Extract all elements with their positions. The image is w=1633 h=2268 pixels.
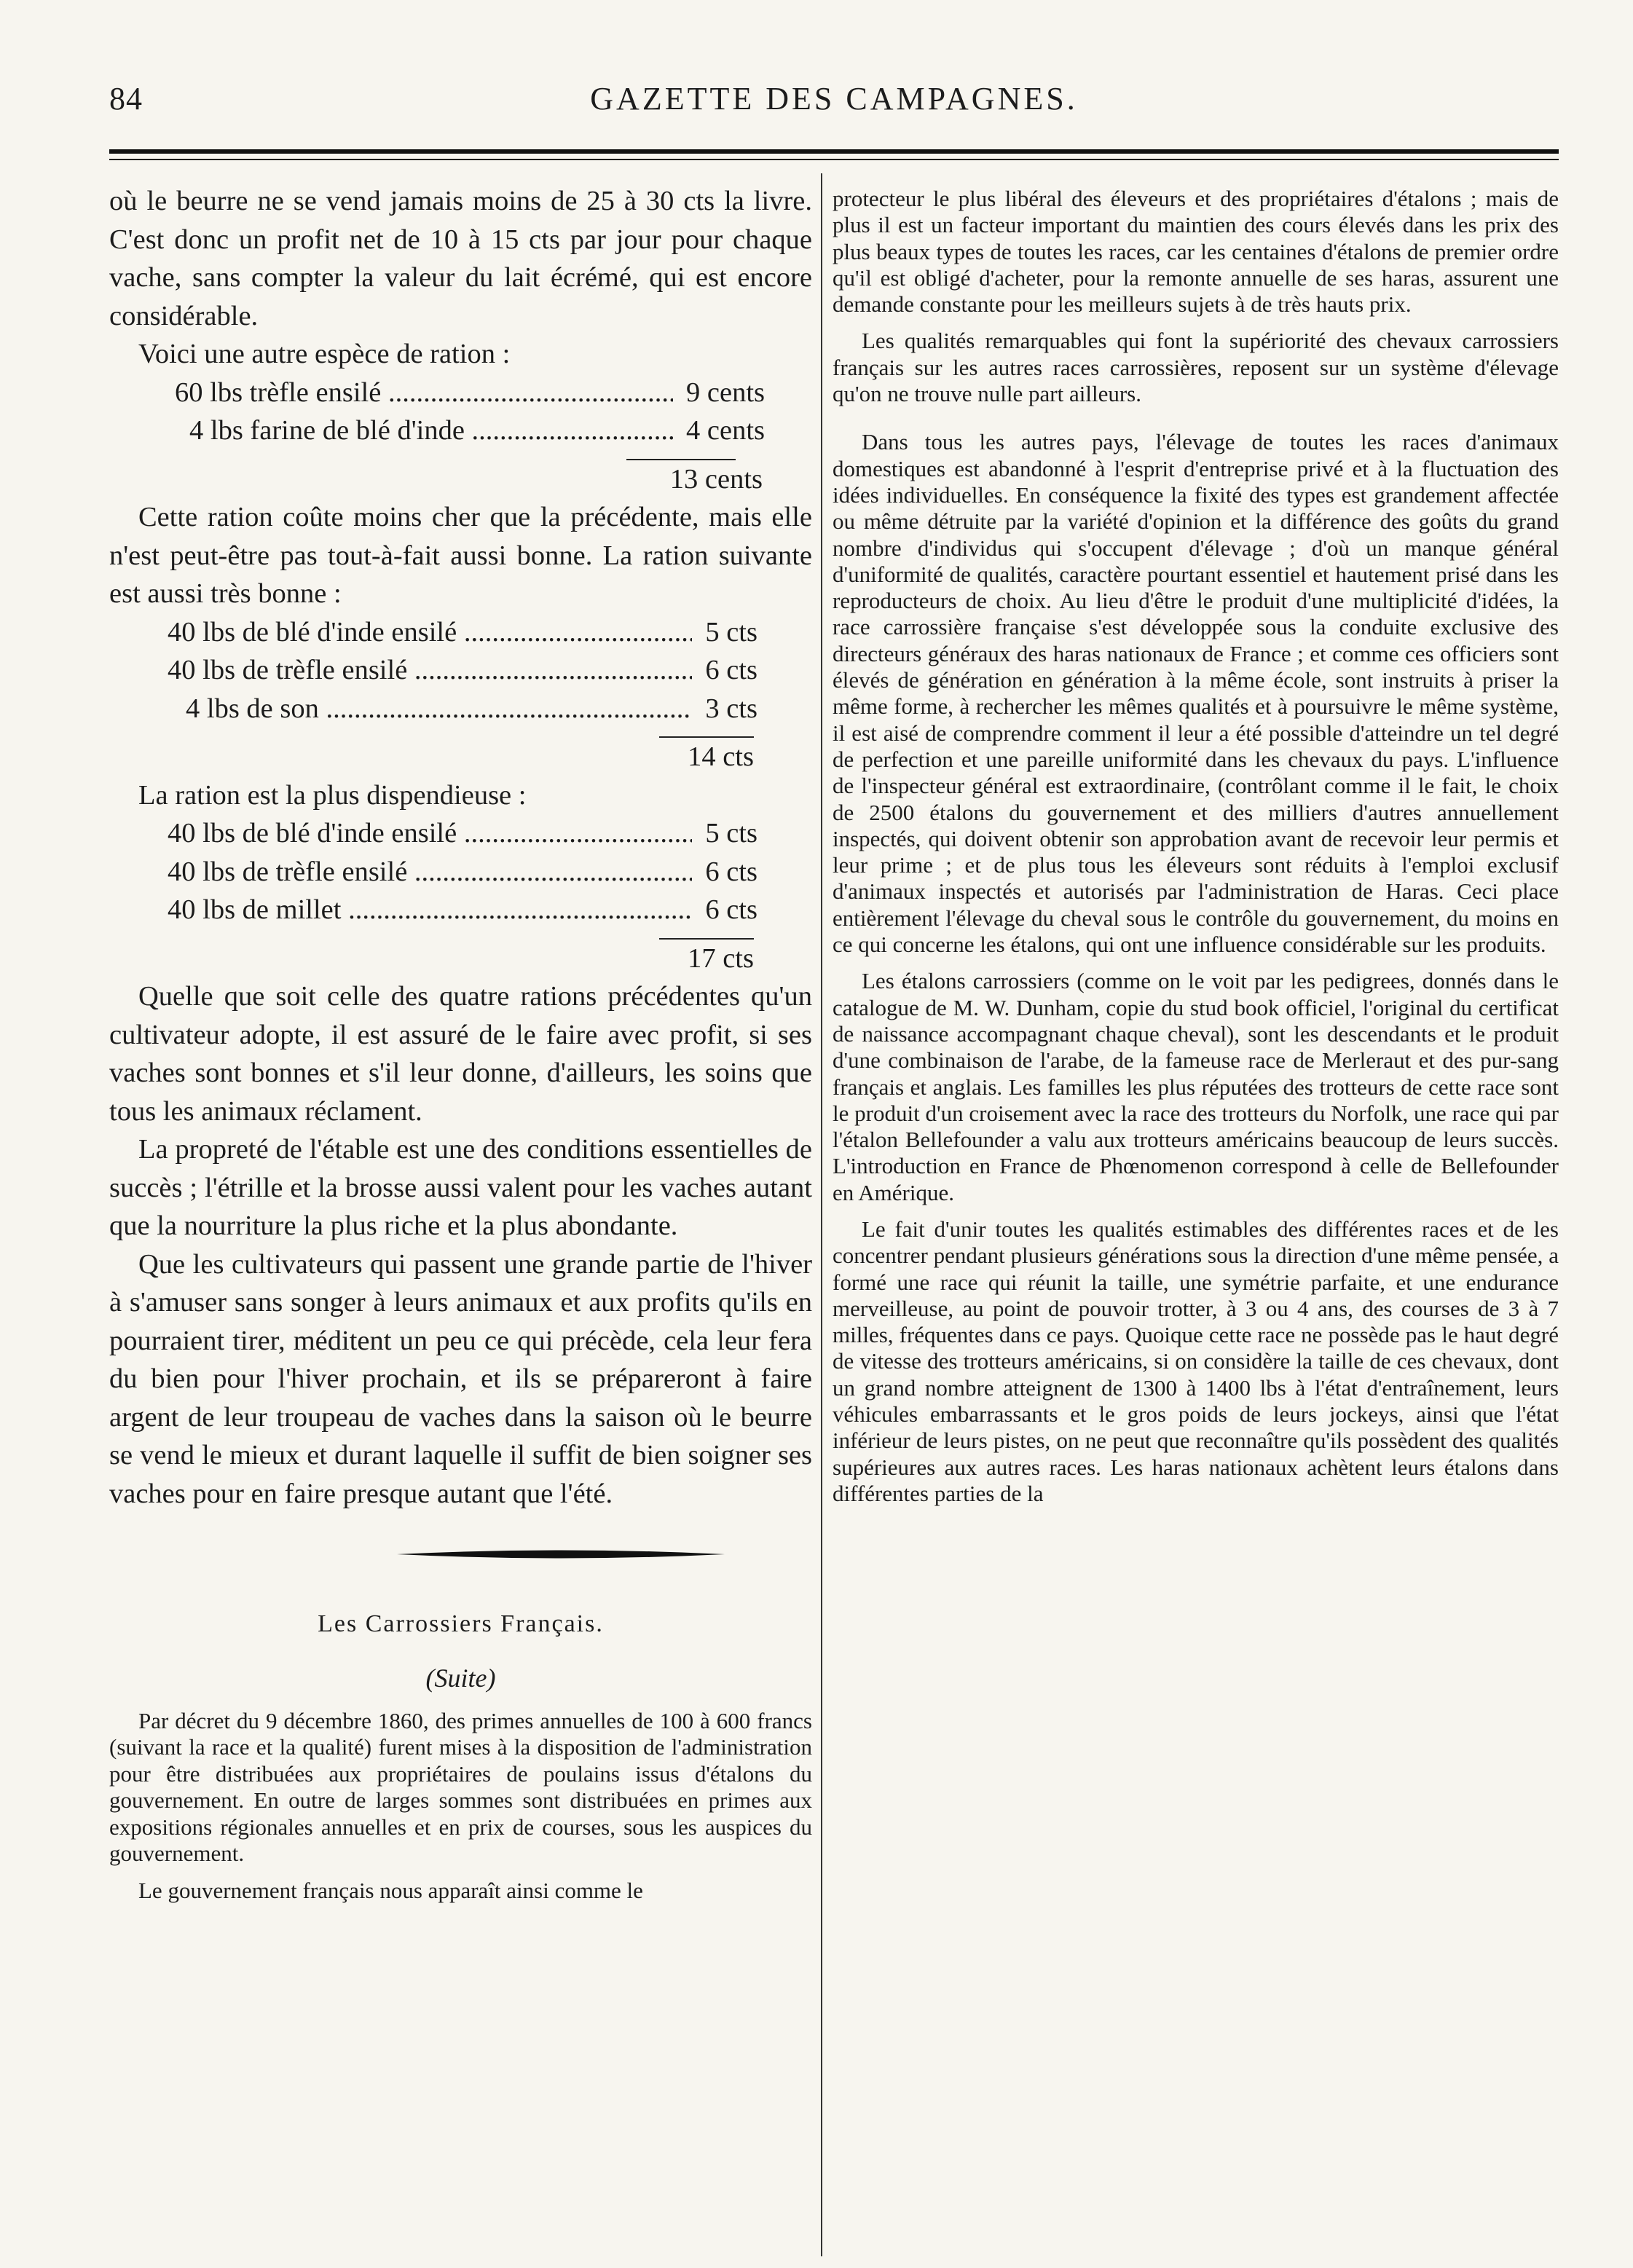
ration-cost: 5 cts [705, 616, 758, 647]
ration-cost: 9 cents [686, 377, 765, 408]
ration-item: 40 lbs de trèfle ensilé ..... [168, 853, 692, 891]
paragraph: Les qualités remarquables qui font la supériorité des chevaux carrossiers français sur les autres races carrossières, reposent sur un système d'élevage qu'on ne trouve nulle part ailleurs. [833, 328, 1559, 407]
section-title: Les Carrossiers Français. [318, 1610, 604, 1637]
page-number: 84 [109, 81, 143, 117]
paragraph: protecteur le plus libéral des éleveurs et des propriétaires d'étalons ; mais de plus il est un facteur important du maintien des cours élevés dans les prix des plus beaux types de toutes les races, car les centaines d'étalons de premier ordre qu'il est obligé d'acheter, pour la remonte annuelle de ses haras, assurent une demande constante pour les meilleurs sujets à de très hauts prix. [833, 186, 1559, 318]
ration-cost: 3 cts [705, 693, 758, 724]
paragraph: Les étalons carrossiers (comme on le voit par les pedigrees, donnés dans le catalogue de M. W. Dunham, copie du stud book officiel, l'original du certificat de naissance accompagnant chaque cheval), sont les descendants et le produit d'une combinaison de l'arabe, de la fameuse race de Merleraut et des pur-sang français et anglais. Les familles les plus réputées des trotteurs de cette race sont le produit d'un croisement avec la race des trotteurs du Norfolk, une race qui par l'étalon Bellefounder a valu aux trotteurs américains beaucoup de leurs succès. L'introduction en France de Phœnomenon correspond à celle de Bellefounder en Amérique. [833, 968, 1559, 1205]
ration-cost: 4 cents [686, 415, 765, 446]
ration-table-1 [109, 374, 812, 499]
page-header [109, 73, 1559, 124]
ration-row [109, 853, 812, 891]
paragraph: Voici une autre espèce de ration : [138, 339, 511, 369]
ration-row [109, 690, 812, 728]
paragraph: où le beurre ne se vend jamais moins de 25 à 30 cts la livre. C'est donc un profit net de 10 à 15 cts par jour pour chaque vache, sans compter la valeur du lait écrémé, qui est encore considérable. [109, 186, 812, 331]
header-rule-thick [109, 149, 1559, 154]
ration-row [109, 891, 812, 929]
paragraph: Quelle que soit celle des quatre rations précédentes qu'un cultivateur adopte, il est assuré de le faire avec profit, si ses vaches sont bonnes et s'il leur donne, d'ailleurs, les soins que tous les animaux réclament. [109, 981, 812, 1127]
column-divider [821, 173, 822, 2256]
left-column [109, 182, 812, 1904]
ration-row [109, 412, 812, 450]
ration-row [109, 651, 812, 690]
ration-row [109, 613, 812, 652]
ration-item: 4 lbs de son ..... [186, 690, 692, 728]
ration-item: 40 lbs de trèfle ensilé ..... [168, 651, 692, 690]
ration-total: 14 cts [688, 741, 754, 772]
ration-row [109, 814, 812, 853]
ration-table-3 [109, 814, 812, 977]
paragraph: Par décret du 9 décembre 1860, des primes annuelles de 100 à 600 francs (suivant la race et la qualité) furent mises à la disposition de l'administration pour être distribuées aux propriétaires de poulains issus d'étalons du gouvernement. En outre de larges sommes sont distribuées en primes aux expositions régionales annuelles et en prix de courses, sous les auspices du gouvernement. [109, 1707, 812, 1866]
section-ornament [397, 1549, 725, 1559]
ration-cost: 6 cts [705, 894, 758, 925]
ration-item: 40 lbs de millet ..... [168, 891, 692, 929]
running-title: GAZETTE DES CAMPAGNES. [590, 81, 1078, 117]
paragraph: La propreté de l'étable est une des conditions essentielles de succès ; l'étrille et la brosse aussi valent pour les vaches autant que la nourriture la plus riche et la plus abondante. [109, 1134, 812, 1241]
ration-cost: 6 cts [705, 655, 758, 685]
section-subtitle: (Suite) [425, 1663, 496, 1693]
paragraph: Le gouvernement français nous apparaît ainsi comme le [138, 1877, 643, 1903]
paragraph: Cette ration coûte moins cher que la précédente, mais elle n'est peut-être pas tout-à-fait aussi bonne. La ration suivante est aussi très bonne : [109, 502, 812, 609]
ration-item: 40 lbs de blé d'inde ensilé ..... [168, 613, 692, 652]
right-column [833, 186, 1559, 1507]
ration-table-2 [109, 613, 812, 776]
ration-item: 40 lbs de blé d'inde ensilé ..... [168, 814, 692, 853]
ration-row [109, 374, 812, 412]
paragraph: La ration est la plus dispendieuse : [138, 779, 527, 811]
ration-cost: 6 cts [705, 856, 758, 887]
ration-item: 4 lbs farine de blé d'inde ..... [189, 412, 673, 450]
ration-total: 17 cts [688, 942, 754, 974]
header-rule-thin [109, 159, 1559, 160]
paragraph: Dans tous les autres pays, l'élevage de toutes les races d'animaux domestiques est abandonné à l'esprit d'entreprise privé et à la fluctuation des idées individuelles. En conséquence la fixité des types est grandement affectée ou même détruite par la variété d'opinion et la différence des goûts du grand nombre d'individus qui s'occupent d'élevage ; d'où un manque général d'uniformité de qualités, caractère pourtant essentiel et hautement prisé dans les reproducteurs de choix. Au lieu d'être le produit d'une multiplicité d'idées, la race carrossière française s'est développée sous la conduite exclusive des directeurs généraux des haras nationaux de France ; et comme ces officiers sont élevés de génération en génération à la même école, sont instruits à priser la même forme, à rechercher les mêmes qualités et à poursuivre le même système, il est aisé de comprendre comment il leur a été possible d'atteindre un tel degré de perfection et une pareille uniformité dans les chevaux du pays. L'influence de l'inspecteur général est extraordinaire, (contrôlant comme il le fait, le choix de 2500 étalons du gouvernement et des milliers d'autres annuellement inspectés, qui doivent obtenir son approbation avant de recevoir leur permis et leur prime ; et de plus tous les éleveurs sont réduits à l'emploi exclusif d'animaux inspectés et autorisés par l'administration de Haras. Ceci place entièrement l'élevage du cheval sous le contrôle du gouvernement, du moins en ce qui concerne les étalons, qui ont une influence considérable sur les produits. [833, 429, 1559, 958]
paragraph: Le fait d'unir toutes les qualités estimables des différentes races et de les concentrer pendant plusieurs générations sous la direction d'une même pensée, a formé une race qui réunit la taille, une symétrie parfaite, et une endurance merveilleuse, au point de pouvoir trotter, à 3 ou 4 ans, des courses de 3 à 7 milles, fréquentes dans ce pays. Quoique cette race ne possède pas le haut degré de vitesse des trotteurs américains, si on considère la taille de ces chevaux, dont un grand nombre atteignent de 1300 à 1400 lbs à l'état d'entraînement, leurs véhicules embarrassants et le gros poids de leurs jockeys, ainsi que l'état inférieur de leurs pistes, on ne peut que reconnaître qu'ils possèdent des qualités supérieures aux autres races. Les haras nationaux achètent leurs étalons dans différentes parties de la [833, 1216, 1559, 1506]
ration-item: 60 lbs trèfle ensilé ..... [175, 374, 673, 412]
ration-total: 13 cents [669, 463, 763, 495]
paragraph: Que les cultivateurs qui passent une grande partie de l'hiver à s'amuser sans songer à leurs animaux et aux profits qu'ils en pourraient tirer, méditent un peu ce qui précède, cela leur fera du bien pour l'hiver prochain, et ils se prépareront à faire argent de leur troupeau de vaches dans la saison où le beurre se vend le mieux et durant laquelle il suffit de bien soigner ses vaches pour en faire presque autant que l'été. [109, 1248, 812, 1509]
ration-cost: 5 cts [705, 818, 758, 848]
